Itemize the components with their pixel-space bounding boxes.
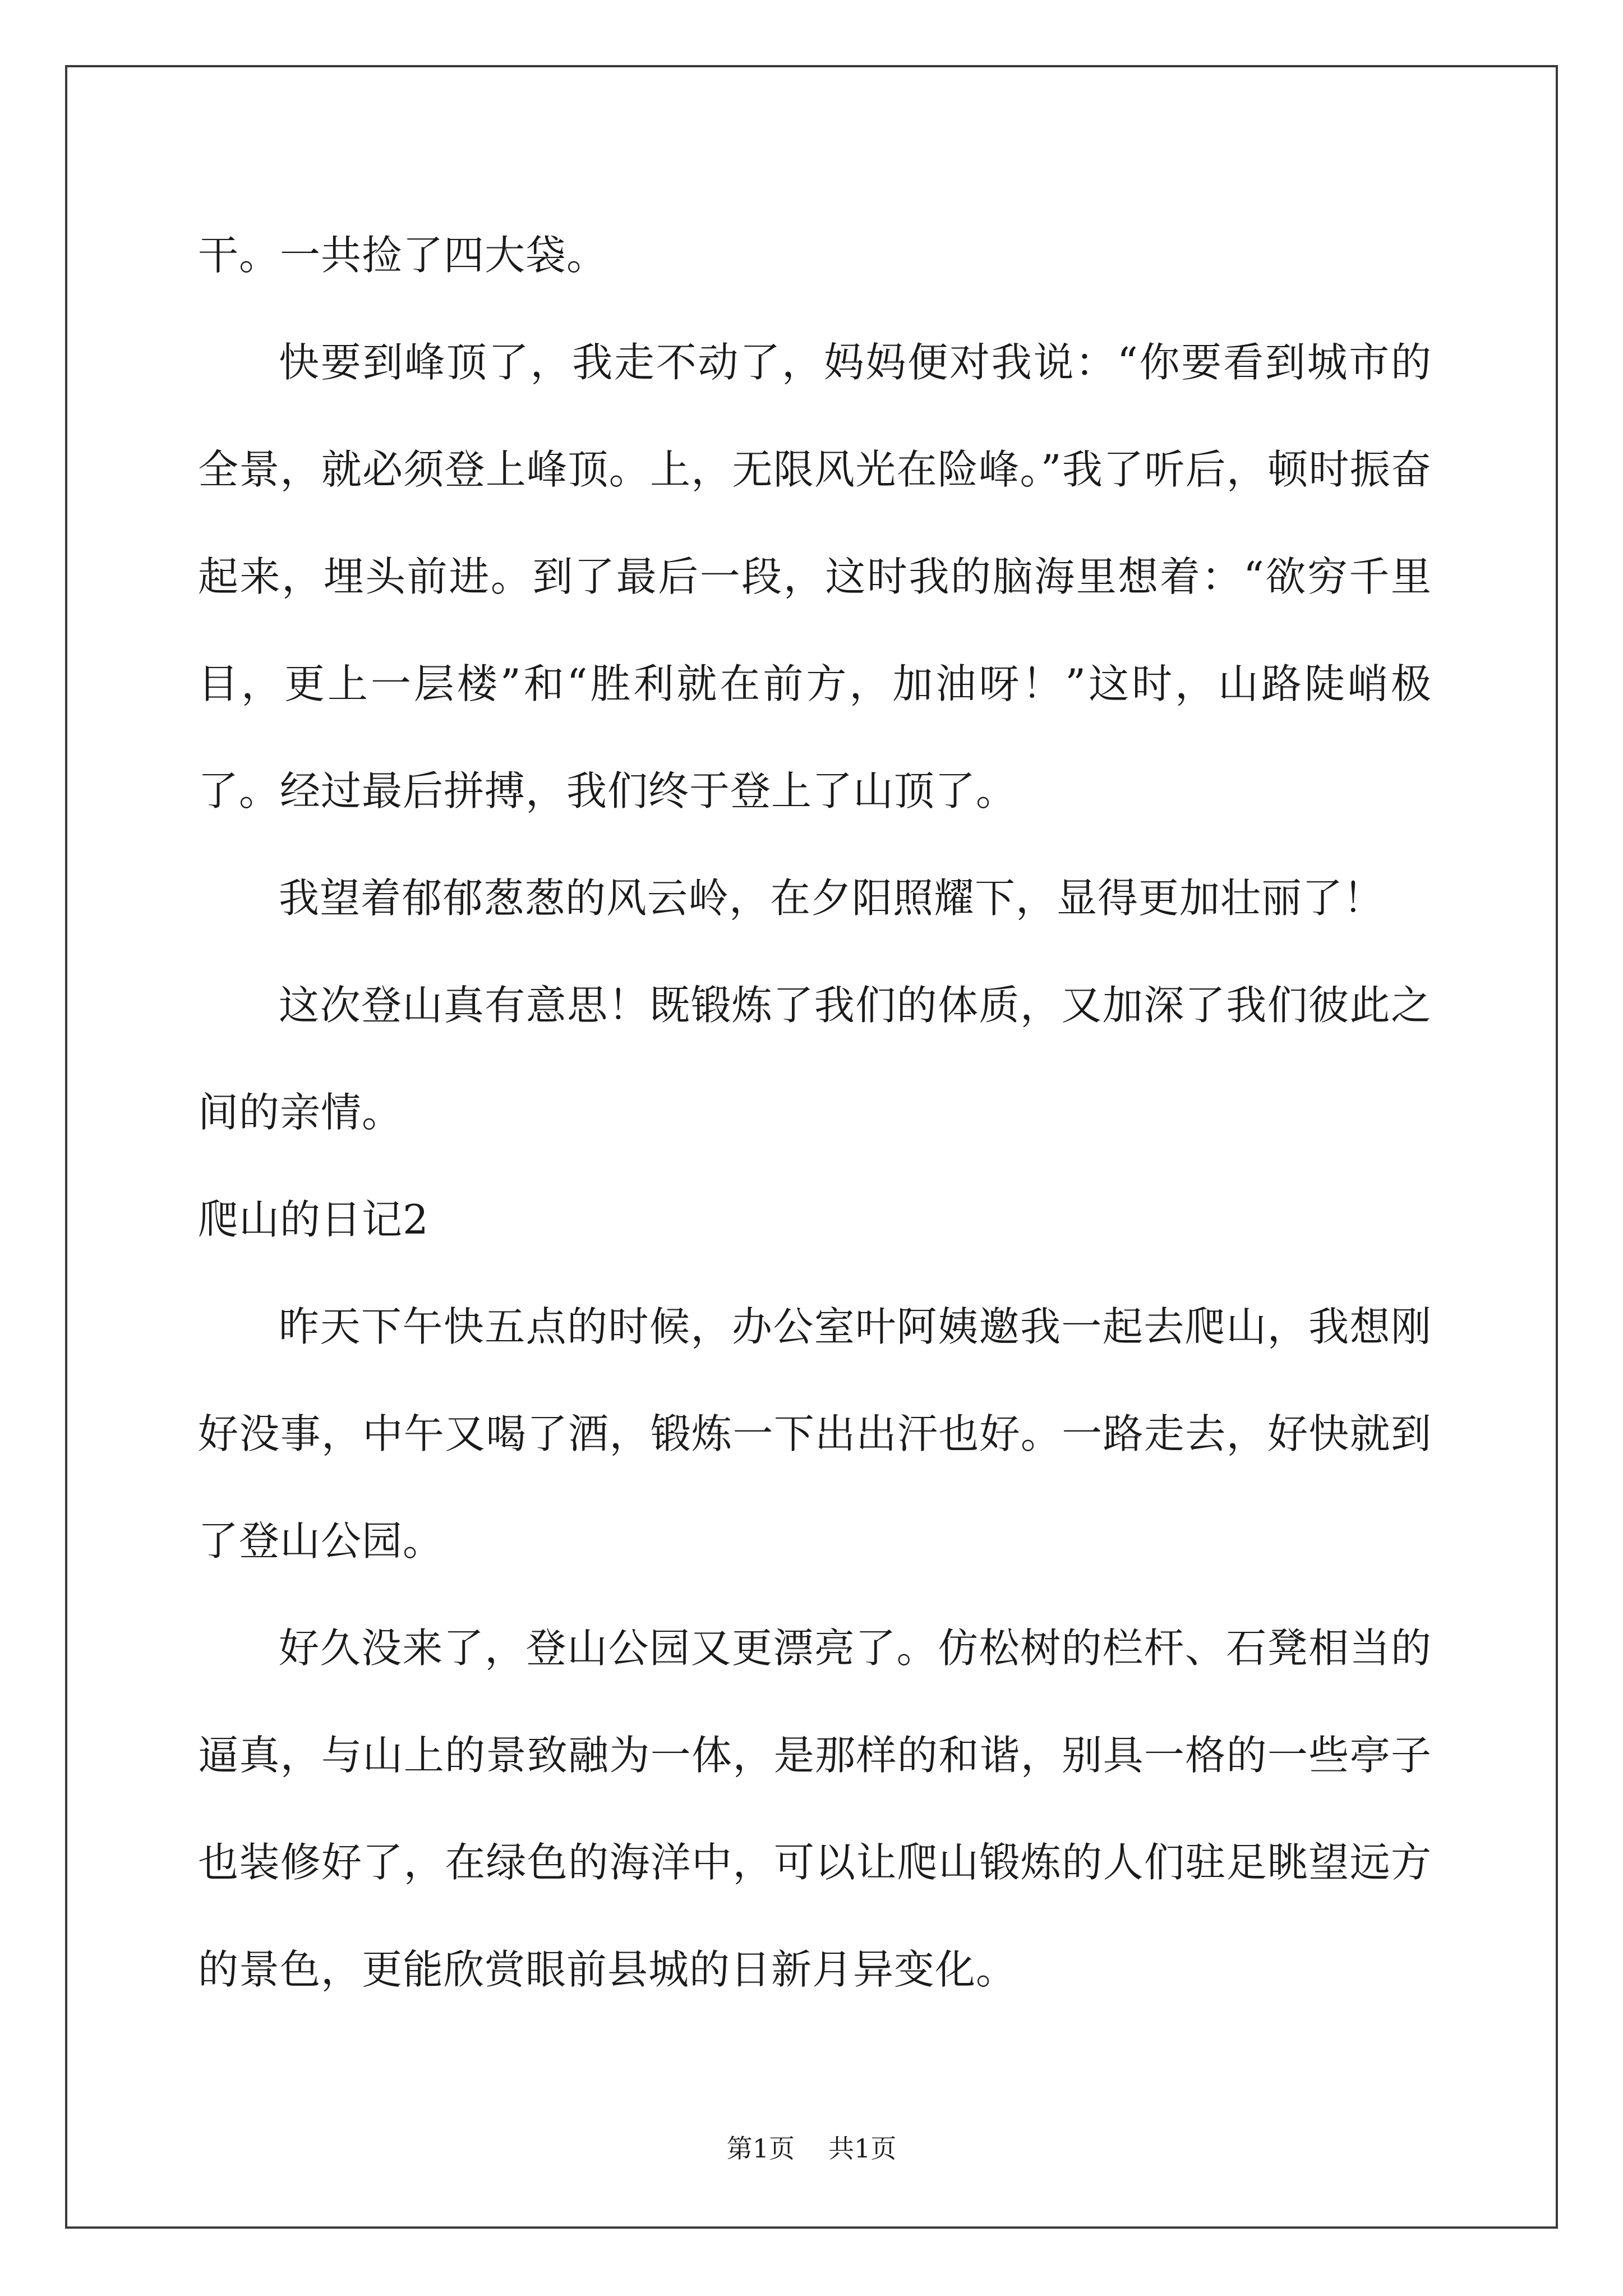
document-body <box>198 202 1432 2023</box>
page-number: 第1页 <box>726 2133 795 2164</box>
paragraph-2: 快要到峰顶了，我走不动了，妈妈便对我说：“你要看到城市的全景，就必须登上峰顶。上，无限风光在险峰。”我了听后，顿时振奋起来，埋头前进。到了最后一段，这时我的脑海里想着：“欲穷千里目，更上一层楼”和“胜利就在前方，加油呀！”这时，山路陡峭极了。经过最后拼搏，我们终于登上了山顶了。 <box>198 339 1432 815</box>
page-total: 共1页 <box>828 2133 897 2164</box>
section-heading: 爬山的日记2 <box>198 1196 429 1243</box>
paragraph-6: 好久没来了，登山公园又更漂亮了。仿松树的栏杆、石凳相当的逼真，与山上的景致融为一体，是那样的和谐，别具一格的一些亭子也装修好了，在绿色的海洋中，可以让爬山锻炼的人们驻足眺望远方的景色，更能欣赏眼前县城的日新月异变化。 <box>198 1625 1432 1993</box>
page-footer <box>0 2132 1623 2165</box>
paragraph-4: 这次登山真有意思！既锻炼了我们的体质，又加深了我们彼此之间的亲情。 <box>198 982 1432 1136</box>
paragraph-3: 我望着郁郁葱葱的风云岭，在夕阳照耀下，显得更加壮丽了！ <box>279 875 1385 922</box>
paragraph-5: 昨天下午快五点的时候，办公室叶阿姨邀我一起去爬山，我想刚好没事，中午又喝了酒，锻炼一下出出汗也好。一路走去，好快就到了登山公园。 <box>198 1303 1432 1565</box>
paragraph-1: 干。一共捡了四大袋。 <box>198 232 608 279</box>
